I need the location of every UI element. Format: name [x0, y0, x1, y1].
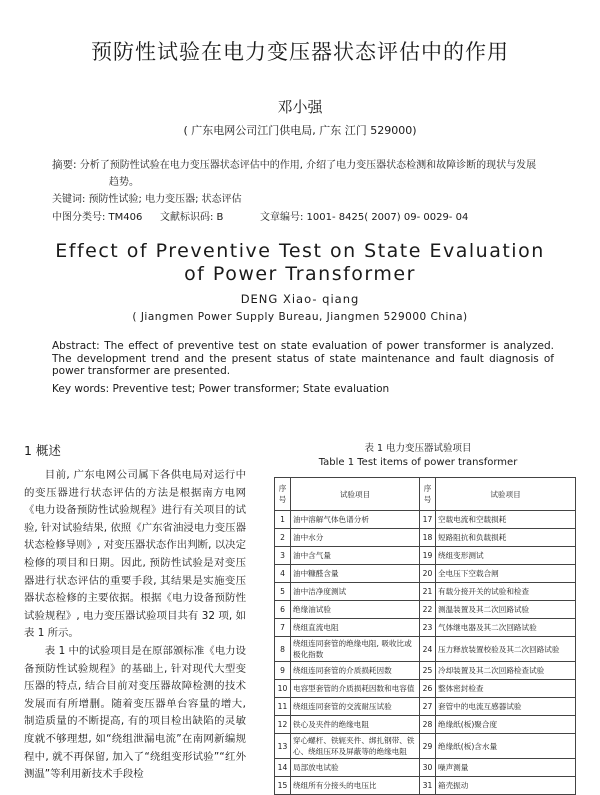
cell-item: 油中洁净度测试 [291, 583, 420, 601]
table-row [275, 619, 576, 637]
section-heading: 1 概述 [24, 443, 61, 458]
table-row [275, 680, 576, 698]
cell-no: 11 [275, 698, 291, 716]
doc-code: 文献标识码: B [160, 212, 224, 223]
table-row [275, 529, 576, 547]
title-en [0, 240, 600, 286]
table-row [275, 511, 576, 529]
cell-no: 26 [420, 680, 436, 698]
cell-no: 2 [275, 529, 291, 547]
cell-item: 绕组所有分接头的电压比 [291, 777, 420, 795]
cell-item: 绕组直流电阻 [291, 619, 420, 637]
table-row [275, 565, 576, 583]
affiliation-cn: ( 广东电网公司江门供电局, 广东 江门 529000) [183, 124, 417, 137]
keywords-cn: 关键词: 预防性试验; 电力变压器; 状态评估 [52, 194, 242, 205]
keywords-en: Key words: Preventive test; Power transformer; State evaluation [52, 383, 390, 395]
table-row [275, 777, 576, 795]
table-row [275, 547, 576, 565]
table-caption-en: Table 1 Test items of power transformer [318, 457, 518, 468]
cell-no: 19 [420, 547, 436, 565]
cell-no: 9 [275, 662, 291, 680]
table-caption-cn: 表 1 电力变压器试验项目 [364, 443, 472, 454]
cell-item: 空载电流和空载损耗 [436, 511, 576, 529]
table-row [275, 698, 576, 716]
cell-item: 噪声测量 [436, 759, 576, 777]
cell-item: 测温装置及其二次回路试验 [436, 601, 576, 619]
table-row [275, 734, 576, 759]
body-paragraph: 目前, 广东电网公司属下各供电局对运行中的变压器进行状态评估的方法是根据南方电网《电力设备预防性试验规程》进行有关项目的试验, 针对试验结果, 依照《广东省油浸电力变压器状态检修导则》, 对变压器状态作出判断, 以决定检修的项目和日期。因此, 预防性试验是对变压器进行状态评估的重要手段, 其结果是实施变压器状态检修的主要依据。根据《电力设备预防性试验规程》, 电力变压器试验项目共有 32 项, 如表 1 所示。 [24, 469, 246, 640]
clc-number: 中图分类号: TM406 [52, 212, 143, 223]
author-cn: 邓小强 [277, 98, 323, 116]
cell-no: 7 [275, 619, 291, 637]
cell-no: 27 [420, 698, 436, 716]
cell-item: 绝缘纸(板)聚合度 [436, 716, 576, 734]
title-en-line2: of Power Transformer [184, 263, 416, 285]
cell-item: 绝缘纸(板)含水量 [436, 734, 576, 759]
header-no: 序号 [420, 478, 436, 511]
abstract-cn-label: 摘要: [52, 159, 77, 171]
table-row [275, 716, 576, 734]
cell-no: 5 [275, 583, 291, 601]
test-items-table [274, 477, 576, 795]
cell-item: 压力释放装置校验及其二次回路试验 [436, 637, 576, 662]
title-en-line1: Effect of Preventive Test on State Evaluation [55, 240, 545, 262]
affiliation-en: ( Jiangmen Power Supply Bureau, Jiangmen 529000 China) [132, 311, 468, 323]
table-row [275, 759, 576, 777]
cell-no: 31 [420, 777, 436, 795]
cell-no: 1 [275, 511, 291, 529]
cell-no: 4 [275, 565, 291, 583]
cell-no: 8 [275, 637, 291, 662]
cell-item: 油中水分 [291, 529, 420, 547]
cell-item: 油中糠醛含量 [291, 565, 420, 583]
cell-item: 穿心螺杆、铁轭夹件、绑扎钢带、铁心、绕组压环及屏蔽等的绝缘电阻 [291, 734, 420, 759]
header-no: 序号 [275, 478, 291, 511]
table-row [275, 601, 576, 619]
cell-item: 铁心及夹件的绝缘电阻 [291, 716, 420, 734]
header-item: 试验项目 [436, 478, 576, 511]
body-paragraph: 表 1 中的试验项目是在原部颁标准《电力设备预防性试验规程》的基础上, 针对现代大型变压器的特点, 结合目前对变压器故障检测的技术发展而有所增删。随着变压器单台容量的增大, 制造质量的不断提高, 有的项目检出缺陷的灵敏度就不够理想, 如“绕组泄漏电流”在南网新编规程中, 就不再保留, 加入了“绕组变形试验”“红外测温”等利用新技术手段检 [24, 644, 246, 781]
cell-no: 29 [420, 734, 436, 759]
cell-item: 绕组变形测试 [436, 547, 576, 565]
cell-item: 短路阻抗和负载损耗 [436, 529, 576, 547]
cell-no: 6 [275, 601, 291, 619]
cell-no: 24 [420, 637, 436, 662]
cell-no: 30 [420, 759, 436, 777]
cell-no: 10 [275, 680, 291, 698]
cell-no: 15 [275, 777, 291, 795]
table-row [275, 583, 576, 601]
table-row [275, 662, 576, 680]
cell-no: 25 [420, 662, 436, 680]
cell-item: 气体继电器及其二次回路试验 [436, 619, 576, 637]
cell-no: 28 [420, 716, 436, 734]
abstract-en: Abstract: The effect of preventive test on state evaluation of power transformer is analyzed. The development trend and the present status of state maintenance and fault diagnosis of power transformer are presented. [52, 340, 554, 377]
cell-item: 箱壳振动 [436, 777, 576, 795]
cell-no: 14 [275, 759, 291, 777]
cell-item: 绕组连同套管的介质损耗因数 [291, 662, 420, 680]
cell-item: 绝缘油试验 [291, 601, 420, 619]
cell-item: 油中含气量 [291, 547, 420, 565]
title-cn: 预防性试验在电力变压器状态评估中的作用 [91, 40, 509, 64]
cell-item: 整体密封检查 [436, 680, 576, 698]
cell-item: 电容型套管的介质损耗因数和电容值 [291, 680, 420, 698]
header-item: 试验项目 [291, 478, 420, 511]
cell-item: 套管中的电流互感器试验 [436, 698, 576, 716]
abstract-cn-line1: 分析了预防性试验在电力变压器状态评估中的作用, 介绍了电力变压器状态检测和故障诊断的现状与发展 [79, 160, 537, 171]
table-row [275, 637, 576, 662]
cell-no: 23 [420, 619, 436, 637]
cell-no: 20 [420, 565, 436, 583]
author-en: DENG Xiao- qiang [240, 292, 360, 306]
cell-item: 局部放电试验 [291, 759, 420, 777]
table-header-row [275, 478, 576, 511]
article-number: 文章编号: 1001- 8425( 2007) 09- 0029- 04 [260, 212, 469, 223]
classification-line [52, 208, 552, 223]
cell-no: 22 [420, 601, 436, 619]
abstract-cn-line2: 趋势。 [109, 177, 139, 188]
cell-no: 13 [275, 734, 291, 759]
cell-item: 冷却装置及其二次回路检查试验 [436, 662, 576, 680]
abstract-cn [52, 157, 552, 191]
cell-no: 12 [275, 716, 291, 734]
cell-item: 有载分接开关的试验和检查 [436, 583, 576, 601]
cell-item: 绕组连同套管的绝缘电阻, 吸收比或极化指数 [291, 637, 420, 662]
cell-no: 3 [275, 547, 291, 565]
cell-no: 17 [420, 511, 436, 529]
cell-item: 全电压下空载合闸 [436, 565, 576, 583]
cell-item: 油中溶解气体色谱分析 [291, 511, 420, 529]
body-text [24, 467, 246, 784]
cell-no: 21 [420, 583, 436, 601]
cell-item: 绕组连同套管的交流耐压试验 [291, 698, 420, 716]
cell-no: 18 [420, 529, 436, 547]
